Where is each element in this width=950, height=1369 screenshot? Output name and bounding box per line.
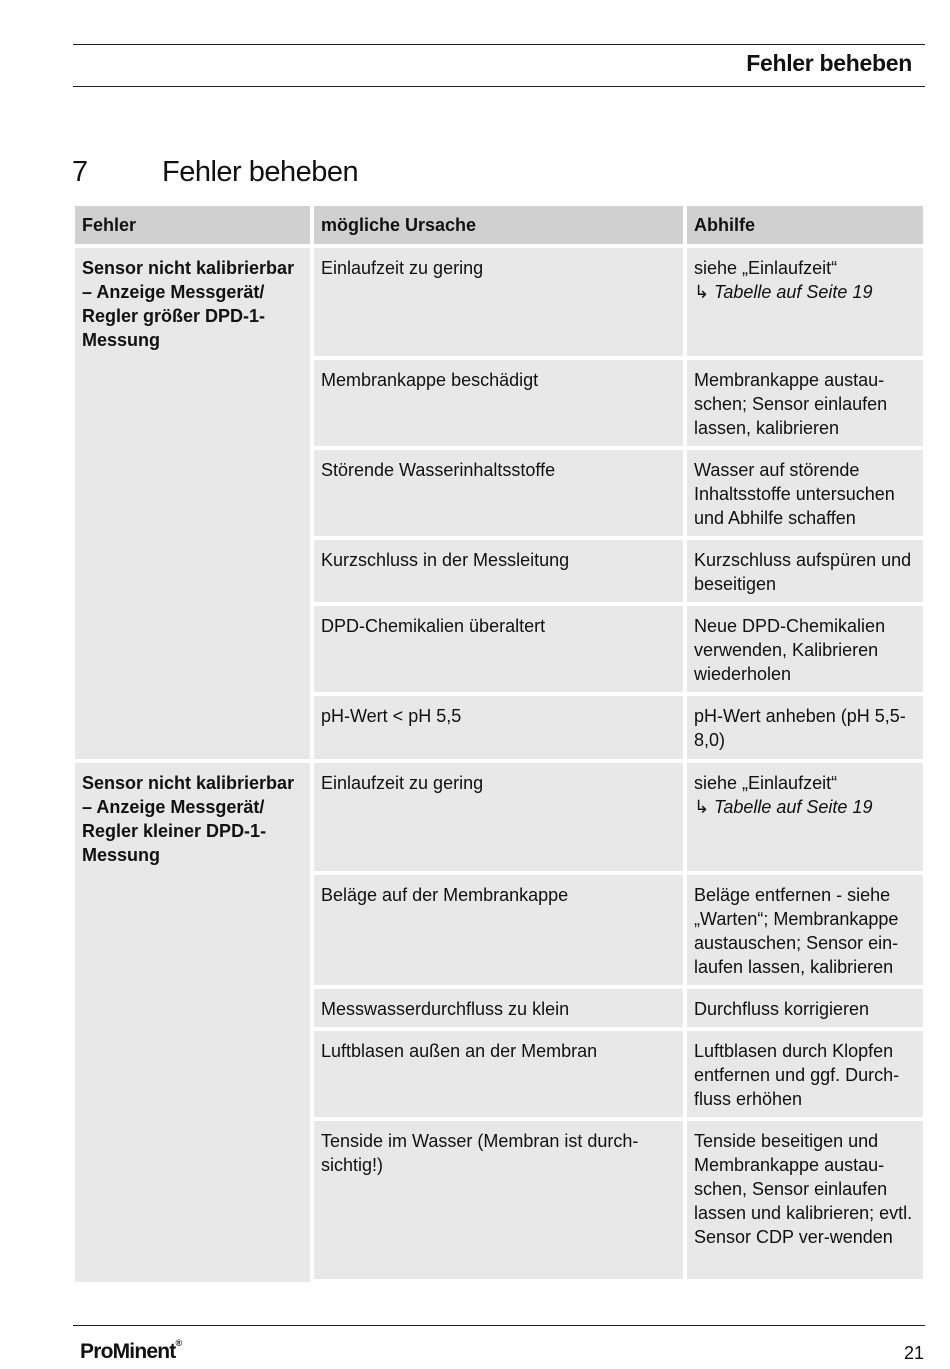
footer-rule (73, 1325, 925, 1326)
column-header-fehler: Fehler (75, 206, 310, 244)
abhilfe-cell (687, 248, 923, 356)
abhilfe-cell: Beläge entfernen - siehe „Warten“; Membrankappe austauschen; Sensor ein-laufen lassen, kalibrieren (687, 875, 923, 985)
ursache-cell: Einlaufzeit zu gering (314, 248, 683, 356)
running-header-title: Fehler beheben (746, 50, 912, 76)
abhilfe-cell: pH-Wert anheben (pH 5,5-8,0) (687, 696, 923, 759)
abhilfe-cell: Kurzschluss aufspüren und beseitigen (687, 540, 923, 602)
abhilfe-cell: Membrankappe austau-schen; Sensor einlaufen lassen, kalibrieren (687, 360, 923, 446)
abhilfe-cell: Tenside beseitigen und Membrankappe austau-schen, Sensor einlaufen lassen und kalibrieren; evtl. Sensor CDP ver-wenden (687, 1121, 923, 1279)
reference-text: Tabelle auf Seite 19 (714, 797, 873, 817)
abhilfe-text: siehe „Einlaufzeit“ (694, 773, 838, 793)
abhilfe-text: siehe „Einlaufzeit“ (694, 258, 838, 278)
page-number: 21 (903, 1343, 924, 1363)
abhilfe-cell: Luftblasen durch Klopfen entfernen und ggf. Durch-fluss erhöhen (687, 1031, 923, 1117)
chapter-number: 7 (72, 156, 88, 188)
page-reference-link[interactable] (694, 280, 916, 304)
abhilfe-cell: Durchfluss korrigieren (687, 989, 923, 1027)
prominent-logo: ProMinent® (80, 1338, 182, 1363)
registered-mark: ® (175, 1338, 182, 1348)
fehler-cell: Sensor nicht kalibrierbar – Anzeige Messgerät/ Regler kleiner DPD-1-Messung (75, 763, 310, 1282)
column-header-ursache: mögliche Ursache (314, 206, 683, 244)
ursache-cell: DPD-Chemikalien überaltert (314, 606, 683, 692)
ursache-cell: Beläge auf der Membrankappe (314, 875, 683, 985)
page-reference-link[interactable] (694, 795, 916, 819)
header-top-rule (73, 44, 925, 45)
fehler-cell: Sensor nicht kalibrierbar – Anzeige Messgerät/ Regler größer DPD-1-Messung (75, 248, 310, 759)
abhilfe-cell: Neue DPD-Chemikalien verwenden, Kalibrieren wiederholen (687, 606, 923, 692)
column-header-abhilfe: Abhilfe (687, 206, 923, 244)
ursache-cell: Luftblasen außen an der Membran (314, 1031, 683, 1117)
ursache-cell: Tenside im Wasser (Membran ist durch-sichtig!) (314, 1121, 683, 1279)
ursache-cell: Membrankappe beschädigt (314, 360, 683, 446)
abhilfe-cell: Wasser auf störende Inhaltsstoffe untersuchen und Abhilfe schaffen (687, 450, 923, 536)
reference-arrow-icon: ↳ (694, 282, 710, 302)
ursache-cell: pH-Wert < pH 5,5 (314, 696, 683, 759)
ursache-cell: Messwasserdurchfluss zu klein (314, 989, 683, 1027)
header-bottom-rule (73, 86, 925, 87)
abhilfe-cell (687, 763, 923, 871)
ursache-cell: Einlaufzeit zu gering (314, 763, 683, 871)
ursache-cell: Störende Wasserinhaltsstoffe (314, 450, 683, 536)
chapter-title: Fehler beheben (162, 156, 359, 188)
ursache-cell: Kurzschluss in der Messleitung (314, 540, 683, 602)
reference-text: Tabelle auf Seite 19 (714, 282, 873, 302)
reference-arrow-icon: ↳ (694, 797, 710, 817)
